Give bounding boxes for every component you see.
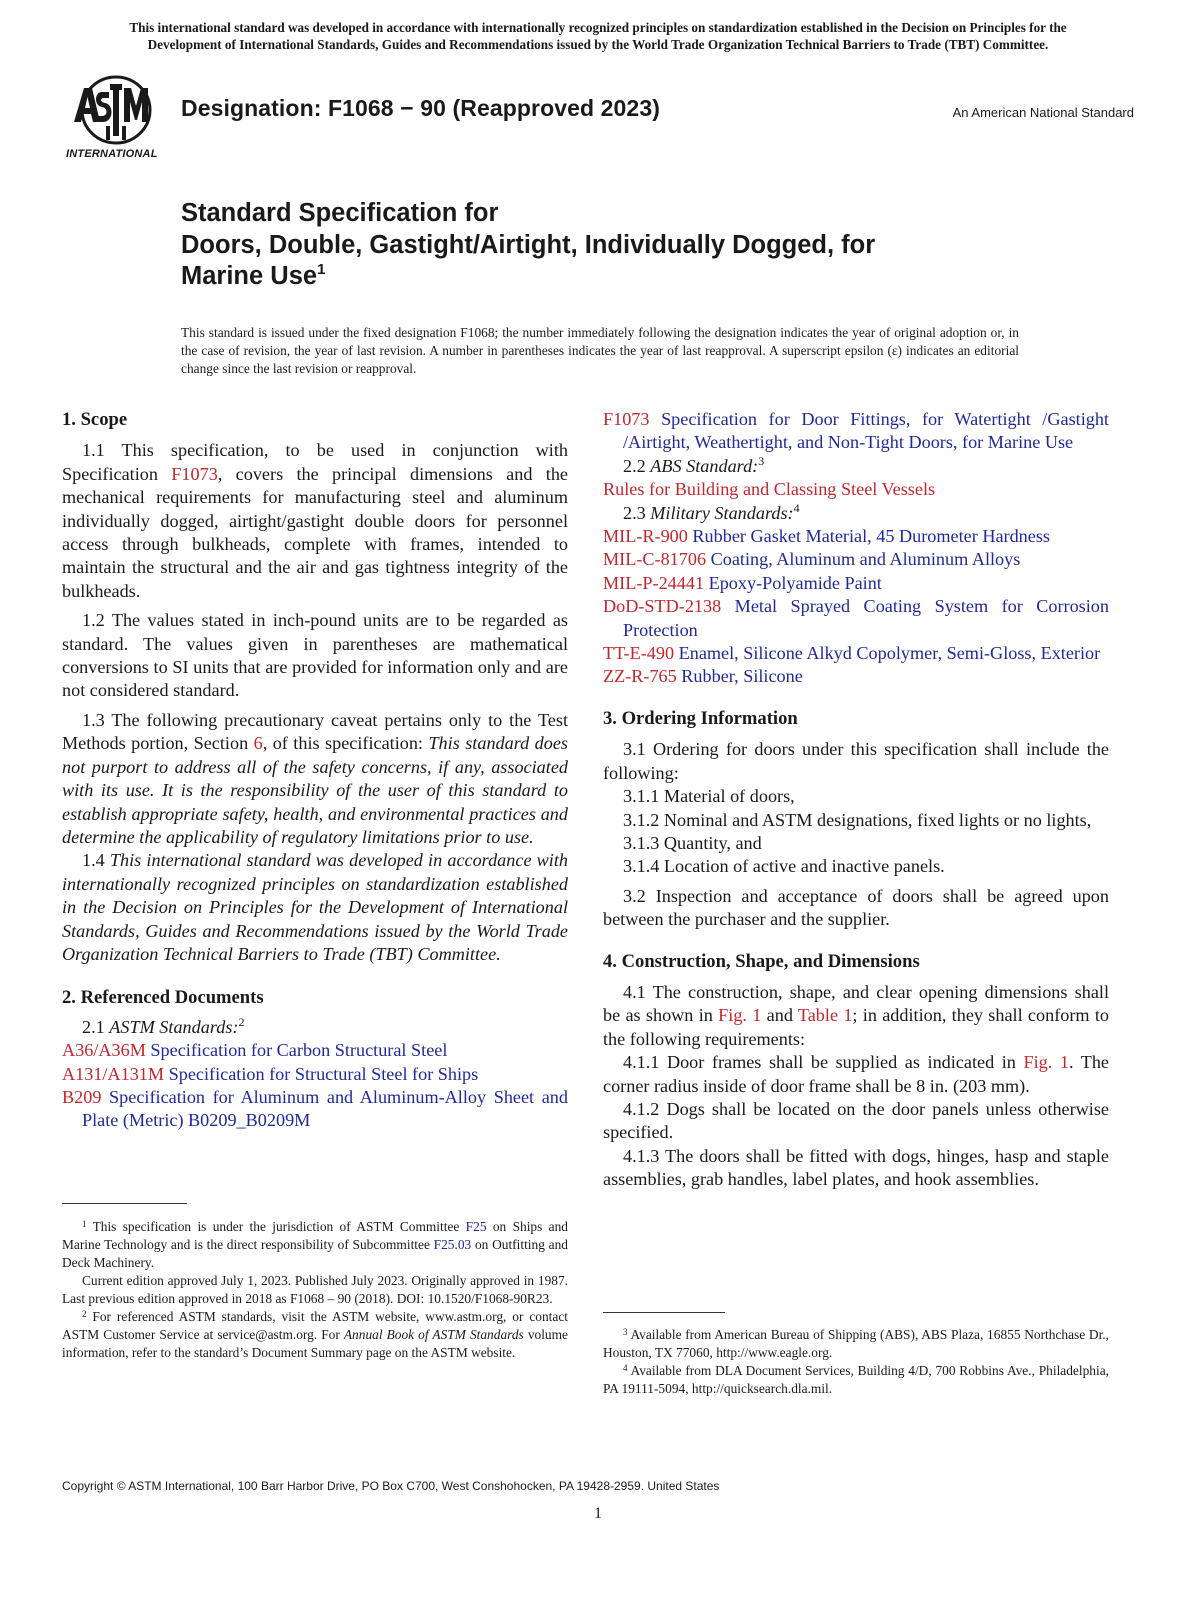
section2-heading: 2. Referenced Documents bbox=[62, 987, 264, 1009]
link-f25-03[interactable]: F25.03 bbox=[433, 1237, 472, 1252]
logo-text: INTERNATIONAL bbox=[66, 148, 158, 160]
footnote-4: $^4$ Available from DLA Document Services, Building 4/D, 700 Robbins Ave., Philadelphia, PA 19111-5094, http://quicksearch.dla.mil. bbox=[603, 1363, 1109, 1396]
section3-item-2: 3.1.2 Nominal and ASTM designations, fixed lights or no lights, bbox=[623, 809, 1092, 830]
link-table-1[interactable]: Table 1 bbox=[797, 1005, 853, 1026]
designation: Designation: F1068 − 90 (Reapproved 2023) bbox=[181, 95, 660, 121]
ref-mil-c-81706[interactable]: MIL-C-81706 Coating, Aluminum and Aluminum Alloys bbox=[603, 549, 1021, 570]
footnotes-right bbox=[603, 1326, 1109, 1398]
section1-p4: 1.4 This international standard was developed in accordance with internationally recognized principles on standardization established in the Decision on Principles for the Development of International Standards, Guides and Recommendations issued by the World Trade Organization Technical Barriers to Trade (TBT) Committee. bbox=[62, 850, 569, 964]
section4-heading: 4. Construction, Shape, and Dimensions bbox=[603, 950, 920, 972]
footnote-3: $^3$ Available from American Bureau of Shipping (ABS), ABS Plaza, 16855 Northchase Dr., Houston, TX 77060, http://www.eagle.org. bbox=[603, 1327, 1109, 1360]
link-fig-1-b[interactable]: Fig. 1 bbox=[1023, 1052, 1069, 1073]
section4-p1: 4.1 The construction, shape, and clear opening dimensions shall be as shown in Fig. 1 and Table 1; in addition, they shall conform to the following requirements: bbox=[603, 981, 1109, 1049]
astm-logo bbox=[64, 70, 168, 162]
footnote-divider-left bbox=[62, 1203, 187, 1204]
section3-item-4: 3.1.4 Location of active and inactive panels. bbox=[623, 856, 945, 877]
section3-p2: 3.2 Inspection and acceptance of doors shall be agreed upon between the purchaser and the supplier. bbox=[603, 885, 1109, 930]
ref-f1073[interactable]: F1073 Specification for Door Fittings, for Watertight /Gastight /Airtight, Weathertight, and Non-Tight Doors, for Marine Use bbox=[603, 409, 1109, 453]
ref-zz-r-765[interactable]: ZZ-R-765 Rubber, Silicone bbox=[603, 666, 803, 687]
american-national-standard: An American National Standard bbox=[952, 105, 1134, 120]
footnote-1-edition: Current edition approved July 1, 2023. Published July 2023. Originally approved in 1987. Last previous edition approved in 2018 as F1068 – 90 (2018). DOI: 10.1520/F1068-90R23. bbox=[62, 1273, 568, 1306]
footnote-2: $^2$ For referenced ASTM standards, visit the ASTM website, www.astm.org, or contact ASTM Customer Service at service@astm.org. For Annual Book of ASTM Standards volume information, refer to the standard’s Document Summary page on the ASTM website. bbox=[62, 1309, 568, 1360]
section1-heading: 1. Scope bbox=[62, 409, 128, 430]
astm-logo-icon bbox=[64, 70, 168, 150]
section4-p2: 4.1.1 Door frames shall be supplied as indicated in Fig. 1. The corner radius inside of door frame shall be 8 in. (203 mm). bbox=[603, 1052, 1109, 1096]
page-title bbox=[181, 198, 875, 293]
issuance-note: This standard is issued under the fixed designation F1068; the number immediately following the designation indicates the year of original adoption or, in the case of revision, the year of last revision. A number in parentheses indicates the year of last reapproval. A superscript epsilon (ε) indicates an editorial change since the last revision or reapproval. bbox=[181, 325, 1019, 376]
footnote-divider-right bbox=[603, 1312, 725, 1313]
section3-item-3: 3.1.3 Quantity, and bbox=[623, 832, 762, 853]
ref-a131[interactable]: A131/A131M Specification for Structural Steel for Ships bbox=[62, 1063, 479, 1084]
page-number: 1 bbox=[594, 1505, 602, 1522]
tbt-notice-line2: Development of International Standards, Guides and Recommendations issued by the World Trade Organization Technical Barriers to Trade (TBT) Committee. bbox=[147, 36, 1049, 52]
abs-standard-label: 2.2 ABS Standard:$^3$ bbox=[623, 453, 765, 476]
link-f25[interactable]: F25 bbox=[465, 1219, 487, 1234]
section4-p4: 4.1.3 The doors shall be fitted with dogs, hinges, hasp and staple assemblies, grab handles, label plates, and hook assemblies. bbox=[603, 1145, 1109, 1190]
link-f1073[interactable]: F1073 bbox=[171, 463, 218, 484]
military-standards-label: 2.3 Military Standards:$^4$ bbox=[623, 500, 800, 523]
tbt-notice-line1: This international standard was developed in accordance with internationally recognized principles on standardization established in the Decision on Principles for the bbox=[129, 20, 1067, 35]
title-footnote-ref[interactable]: 1 bbox=[317, 261, 326, 278]
right-column bbox=[603, 408, 1109, 1192]
title-line2: Doors, Double, Gastight/Airtight, Individually Dogged, for bbox=[181, 230, 876, 259]
ref-a36[interactable]: A36/A36M Specification for Carbon Structural Steel bbox=[62, 1040, 448, 1061]
section3-heading: 3. Ordering Information bbox=[603, 707, 798, 729]
section1-p3: 1.3 The following precautionary caveat pertains only to the Test Methods portion, Section 6, of this specification: This standard does not purport to address all of the safety concerns, if any, associated with its use. It is the responsibility of the user of this standard to establish appropriate safety, health, and environmental practices and determine the applicability of regulatory limitations prior to use. bbox=[62, 709, 568, 847]
ref-mil-r-900[interactable]: MIL-R-900 Rubber Gasket Material, 45 Durometer Hardness bbox=[603, 526, 1050, 547]
link-fig-1[interactable]: Fig. 1 bbox=[718, 1005, 762, 1026]
ref-dod-std-2138[interactable]: DoD-STD-2138 Metal Sprayed Coating System for Corrosion Protection bbox=[603, 596, 1109, 640]
ref-mil-p-24441[interactable]: MIL-P-24441 Epoxy-Polyamide Paint bbox=[603, 572, 882, 593]
title-line3: Marine Use bbox=[181, 262, 318, 290]
title-line1: Standard Specification for bbox=[181, 199, 499, 227]
section1-p2: 1.2 The values stated in inch-pound units are to be regarded as standard. The values given in parentheses are mathematical conversions to SI units that are provided for information only and are not considered standard. bbox=[62, 610, 568, 701]
footnote-1: $^1$ This specification is under the jurisdiction of ASTM Committee F25 on Ships and Marine Technology and is the direct responsibility of Subcommittee F25.03 on Outfitting and Deck Machinery. bbox=[62, 1219, 568, 1270]
ref-abs-rules[interactable]: Rules for Building and Classing Steel Vessels bbox=[603, 479, 936, 500]
ref-b209[interactable]: B209 Specification for Aluminum and Aluminum-Alloy Sheet and Plate (Metric) B0209_B0209M bbox=[62, 1086, 568, 1131]
left-column bbox=[62, 408, 568, 1133]
section3-p1: 3.1 Ordering for doors under this specification shall include the following: bbox=[603, 739, 1109, 783]
ref-tt-e-490[interactable]: TT-E-490 Enamel, Silicone Alkyd Copolymer, Semi-Gloss, Exterior bbox=[603, 643, 1101, 664]
section4-p3: 4.1.2 Dogs shall be located on the door panels unless otherwise specified. bbox=[603, 1098, 1109, 1143]
link-section-6[interactable]: 6 bbox=[253, 733, 263, 754]
footnotes-left bbox=[62, 1218, 568, 1362]
tbt-notice bbox=[62, 20, 1134, 53]
copyright: Copyright © ASTM International, 100 Barr Harbor Drive, PO Box C700, West Conshohocken, PA 19428-2959. United States bbox=[62, 1479, 720, 1493]
section1-p1: 1.1 This specification, to be used in conjunction with Specification F1073, covers the principal dimensions and the mechanical requirements for manufacturing steel and aluminum individually dogged, airtight/gastight double doors for personnel access through bulkheads, complete with frames, intended to maintain the structural and the air and gas tightness integrity of the bulkheads. bbox=[62, 440, 568, 601]
astm-standards-label: 2.1 ASTM Standards:$^2$ bbox=[82, 1014, 245, 1037]
section3-item-1: 3.1.1 Material of doors, bbox=[623, 786, 795, 807]
